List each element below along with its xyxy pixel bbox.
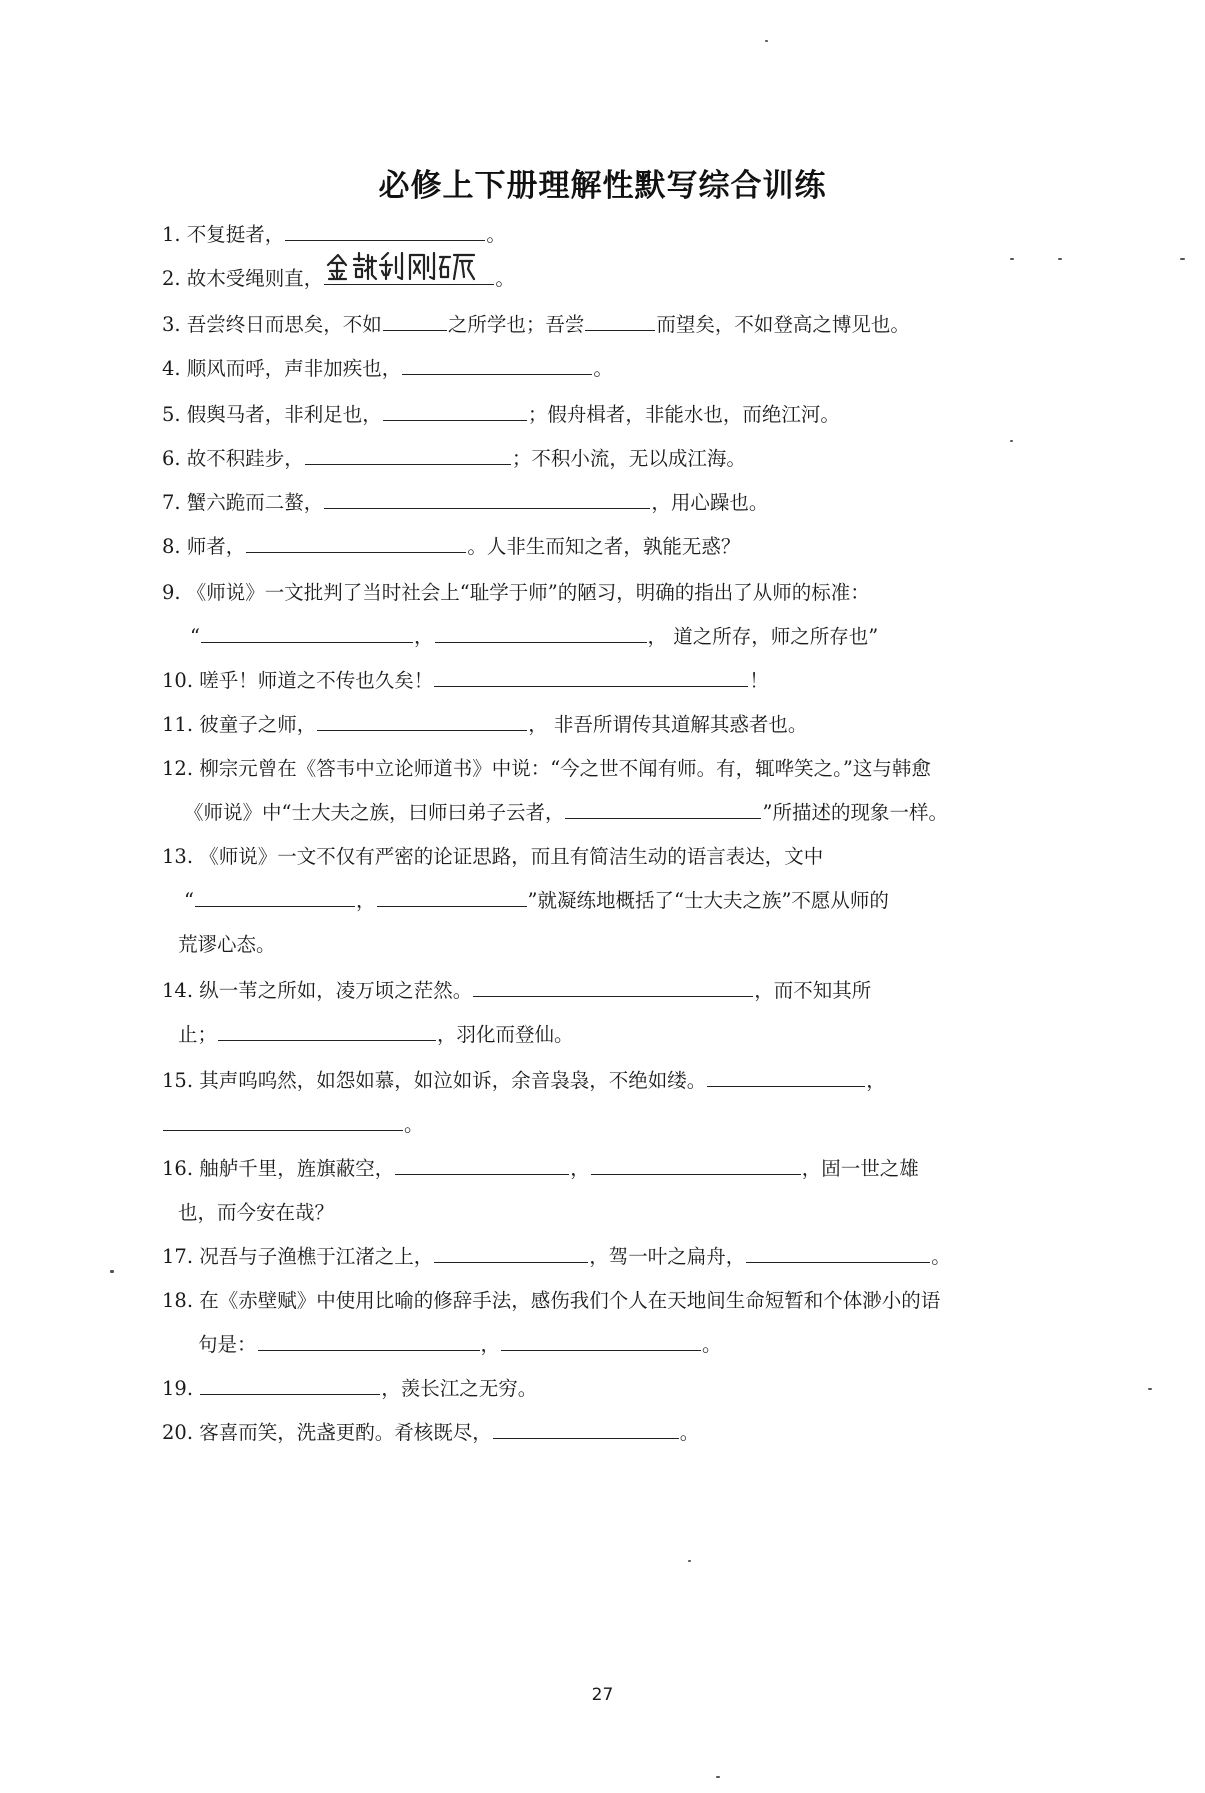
answer-blank[interactable] bbox=[201, 622, 413, 643]
scan-speck bbox=[1010, 258, 1014, 260]
answer-blank[interactable] bbox=[324, 488, 650, 509]
question-18-cont: 句是： ， 。 bbox=[198, 1330, 722, 1360]
question-9-cont: “ ， ， 道之所存，师之所存也” bbox=[190, 622, 878, 652]
scan-speck bbox=[716, 1776, 720, 1778]
answer-blank[interactable] bbox=[258, 1330, 480, 1351]
answer-blank[interactable] bbox=[501, 1330, 701, 1351]
answer-blank[interactable] bbox=[565, 798, 761, 819]
handwritten-answer-ink bbox=[324, 247, 484, 283]
scan-speck bbox=[688, 1560, 691, 1562]
question-8: 8. 师者， 。人非生而知之者，孰能无惑？ bbox=[162, 532, 740, 562]
answer-blank[interactable] bbox=[707, 1066, 865, 1087]
question-4: 4. 顺风而呼，声非加疾也， 。 bbox=[162, 354, 613, 384]
question-6: 6. 故不积跬步， ；不积小流，无以成江海。 bbox=[162, 444, 746, 474]
scan-speck bbox=[765, 40, 768, 42]
answer-blank[interactable] bbox=[383, 310, 447, 331]
question-15-cont: 。 bbox=[162, 1110, 424, 1140]
question-16-cont: 也，而今安在哉？ bbox=[178, 1201, 335, 1224]
answer-blank[interactable] bbox=[493, 1418, 679, 1439]
answer-blank[interactable] bbox=[585, 310, 655, 331]
question-1: 1. 不复挺者， 。 bbox=[162, 220, 506, 250]
question-12-cont: 《师说》中“士大夫之族，曰师曰弟子云者， ”所描述的现象一样。 bbox=[184, 798, 948, 828]
question-12: 12. 柳宗元曾在《答韦中立论师道书》中说：“今之世不闻有师。有，辄哗笑之。”这与韩愈 bbox=[162, 757, 931, 780]
answer-blank[interactable] bbox=[434, 1242, 588, 1263]
answer-blank[interactable] bbox=[305, 444, 511, 465]
question-11: 11. 彼童子之师， ， 非吾所谓传其道解其惑者也。 bbox=[162, 710, 807, 740]
question-18: 18. 在《赤壁赋》中使用比喻的修辞手法，感伤我们个人在天地间生命短暂和个体渺小的语 bbox=[162, 1289, 941, 1312]
question-13-cont: “ ， ”就凝练地概括了“士大夫之族”不愿从师的 bbox=[184, 886, 889, 916]
scan-speck bbox=[1148, 1388, 1152, 1390]
answer-blank[interactable] bbox=[473, 976, 753, 997]
page-number: 27 bbox=[591, 1685, 614, 1705]
question-3: 3. 吾尝终日而思矣，不如 之所学也；吾尝 而望矣，不如登高之博见也。 bbox=[162, 310, 910, 340]
answer-blank[interactable] bbox=[746, 1242, 930, 1263]
question-14: 14. 纵一苇之所如，凌万顷之茫然。 ，而不知其所 bbox=[162, 976, 871, 1006]
answer-blank[interactable] bbox=[218, 1020, 436, 1041]
question-7: 7. 蟹六跪而二螯， ，用心躁也。 bbox=[162, 488, 768, 518]
question-16: 16. 舳舻千里，旌旗蔽空， ， ，固一世之雄 bbox=[162, 1154, 919, 1184]
question-5: 5. 假舆马者，非利足也， ；假舟楫者，非能水也，而绝江河。 bbox=[162, 400, 840, 430]
question-13-cont2: 荒谬心态。 bbox=[178, 933, 276, 956]
question-19: 19. ，羡长江之无穷。 bbox=[162, 1374, 537, 1404]
answer-blank[interactable] bbox=[395, 1154, 569, 1175]
answer-blank[interactable] bbox=[195, 886, 355, 907]
question-14-cont: 止； ，羽化而登仙。 bbox=[178, 1020, 574, 1050]
answer-blank-handwritten[interactable] bbox=[324, 264, 494, 285]
question-15: 15. 其声呜呜然，如怨如慕，如泣如诉，余音袅袅，不绝如缕。 ， bbox=[162, 1066, 886, 1096]
answer-blank[interactable] bbox=[434, 666, 748, 687]
question-13: 13. 《师说》一文不仅有严密的论证思路，而且有简洁生动的语言表达，文中 bbox=[162, 845, 824, 868]
answer-blank[interactable] bbox=[200, 1374, 380, 1395]
scan-speck bbox=[1010, 440, 1013, 442]
question-9: 9. 《师说》一文批判了当时社会上“耻学于师”的陋习，明确的指出了从师的标准： bbox=[162, 581, 870, 604]
answer-blank[interactable] bbox=[383, 400, 527, 421]
answer-blank[interactable] bbox=[435, 622, 647, 643]
scan-speck bbox=[110, 1270, 114, 1273]
scan-speck bbox=[1058, 258, 1062, 260]
answer-blank[interactable] bbox=[285, 220, 485, 241]
answer-blank[interactable] bbox=[402, 354, 592, 375]
answer-blank[interactable] bbox=[163, 1110, 403, 1131]
answer-blank[interactable] bbox=[377, 886, 527, 907]
answer-blank[interactable] bbox=[317, 710, 527, 731]
question-10: 10. 嗟乎！师道之不传也久矣！ ！ bbox=[162, 666, 769, 696]
page-title: 必修上下册理解性默写综合训练 bbox=[378, 168, 827, 204]
question-17: 17. 况吾与子渔樵于江渚之上， ，驾一叶之扁舟， 。 bbox=[162, 1242, 951, 1272]
question-20: 20. 客喜而笑，洗盏更酌。肴核既尽， 。 bbox=[162, 1418, 699, 1448]
question-2: 2. 故木受绳则直， 。 bbox=[162, 264, 515, 294]
answer-blank[interactable] bbox=[246, 532, 466, 553]
scan-speck bbox=[1180, 258, 1185, 260]
answer-blank[interactable] bbox=[591, 1154, 801, 1175]
